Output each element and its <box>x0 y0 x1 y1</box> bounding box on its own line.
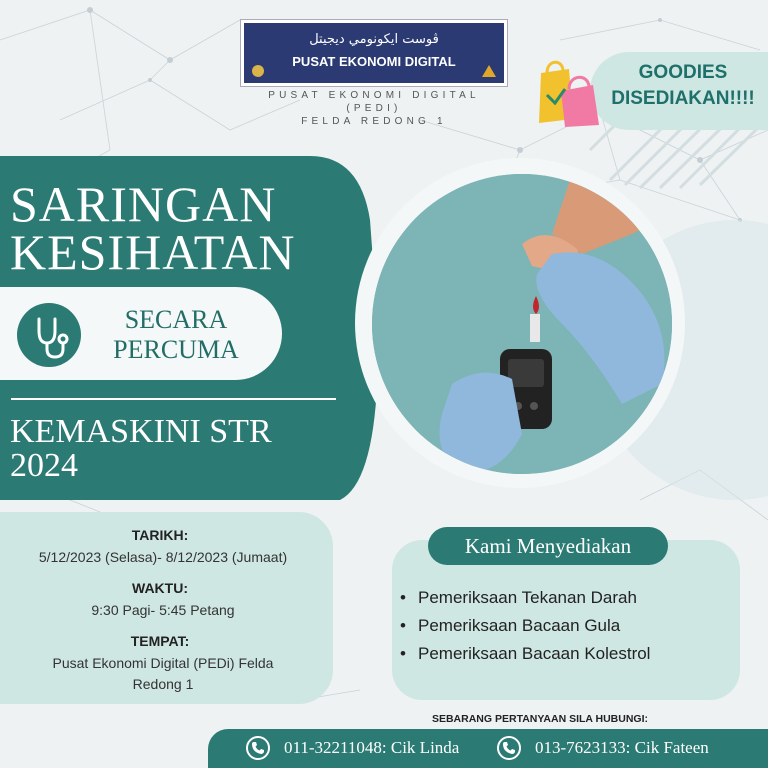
glucose-meter-illustration <box>372 174 672 474</box>
services-title: Kami Menyediakan <box>428 527 668 565</box>
phone-icon <box>497 736 521 760</box>
service-item-cholesterol: • Pemeriksaan Bacaan Kolestrol <box>400 640 650 668</box>
organization-name: PUSAT EKONOMI DIGITAL <box>268 90 480 101</box>
logo-name: PUSAT EKONOMI DIGITAL <box>292 54 456 69</box>
phone-icon <box>246 736 270 760</box>
time-label: WAKTU: <box>132 580 188 596</box>
services-list <box>400 584 650 668</box>
place-label: TEMPAT: <box>130 633 190 649</box>
date-label: TARIKH: <box>131 527 189 543</box>
stethoscope-badge <box>17 303 81 367</box>
goodies-line-1: GOODIES <box>638 62 728 83</box>
free-label-line-2: PERCUMA <box>113 335 239 364</box>
organization-abbr: (PEDI) <box>346 103 402 114</box>
contact-2[interactable]: 013-7623133: Cik Fateen <box>535 738 709 757</box>
service-item-blood-sugar: • Pemeriksaan Bacaan Gula <box>400 612 650 640</box>
place-value-line-1: Pusat Ekonomi Digital (PEDi) Felda <box>52 655 274 671</box>
date-value: 5/12/2023 (Selasa)- 8/12/2023 (Jumaat) <box>38 549 288 565</box>
logo-jawi-text: ڤوست ايكونومي ديجيتل <box>309 32 439 47</box>
organization-location: FELDA REDONG 1 <box>301 116 447 127</box>
time-value: 9:30 Pagi- 5:45 Petang <box>91 602 235 618</box>
place-value-line-2: Redong 1 <box>132 676 194 692</box>
goodies-line-2: DISEDIAKAN!!!! <box>611 88 755 109</box>
contact-1[interactable]: 011-32211048: Cik Linda <box>284 738 460 757</box>
str-year: 2024 <box>10 447 78 484</box>
headline-line-2: KESIHATAN <box>10 224 296 280</box>
stethoscope-icon <box>17 303 81 367</box>
headline-line-1: SARINGAN <box>10 176 277 232</box>
divider <box>11 398 336 400</box>
str-update-label: KEMASKINI STR <box>10 413 272 450</box>
service-item-blood-pressure: • Pemeriksaan Tekanan Darah <box>400 584 650 612</box>
free-label-line-1: SECARA <box>124 305 228 334</box>
glucose-test-photo <box>372 174 672 474</box>
contact-heading: SEBARANG PERTANYAAN SILA HUBUNGI: <box>431 713 649 725</box>
